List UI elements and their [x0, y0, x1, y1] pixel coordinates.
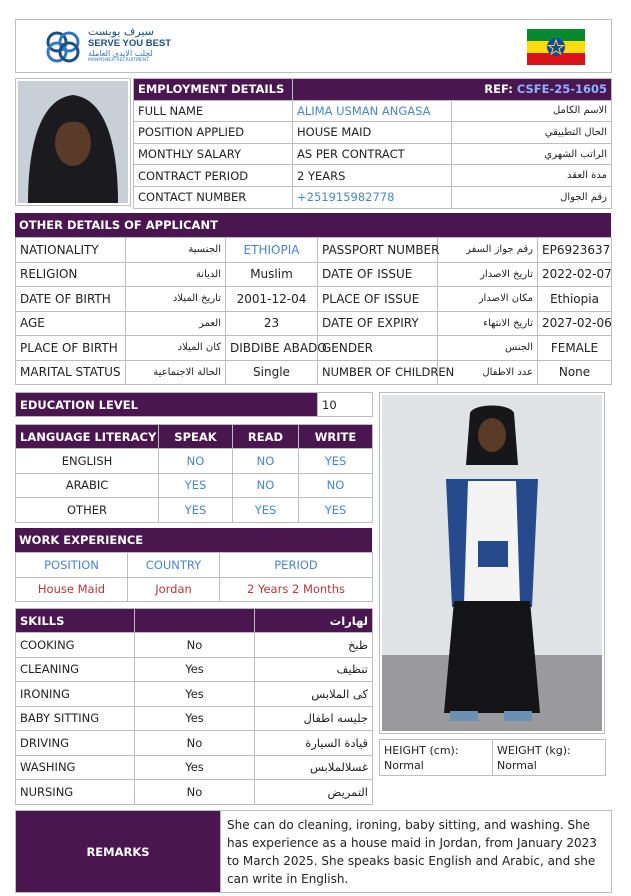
- measurements: [379, 739, 605, 776]
- marital-status-arabic: الحالة الاجتماعية: [126, 360, 226, 385]
- skill-value: Yes: [135, 755, 255, 780]
- education-level: [15, 392, 372, 416]
- agency-logo: [44, 29, 84, 65]
- contact-number-label: CONTACT NUMBER: [134, 186, 293, 208]
- language-literacy-header: LANGUAGE LITERACY: [16, 425, 159, 449]
- birth-date-label: DATE OF BIRTH: [16, 287, 126, 312]
- salary-label: MONTHLY SALARY: [134, 143, 293, 165]
- religion-label: RELIGION: [16, 262, 126, 287]
- write-value: NO: [299, 473, 373, 498]
- logo-mark-icon: [44, 29, 84, 65]
- country-header: COUNTRY: [128, 553, 220, 578]
- skills-header-spacer: [135, 609, 255, 633]
- full-name-label: FULL NAME: [134, 100, 293, 122]
- flag-icon: [527, 29, 585, 65]
- gender-value: FEMALE: [538, 336, 612, 361]
- skill-value: Yes: [135, 682, 255, 707]
- weight-label: WEIGHT (kg):: [497, 744, 571, 757]
- language-literacy-section: [15, 424, 372, 523]
- expiry-date-value: 2027-02-06: [538, 311, 612, 336]
- speak-value: YES: [159, 473, 233, 498]
- logo-arabic-name: سيرف يوبست: [88, 25, 154, 38]
- language-name: ARABIC: [16, 473, 159, 498]
- work-experience-title: WORK EXPERIENCE: [15, 528, 372, 552]
- age-arabic: العمر: [126, 311, 226, 336]
- table-row: [16, 577, 373, 602]
- other-details-title: OTHER DETAILS OF APPLICANT: [15, 213, 611, 237]
- skill-arabic: جليسه اطفال: [255, 706, 373, 731]
- skill-arabic: التمريض: [255, 780, 373, 805]
- write-value: YES: [299, 498, 373, 523]
- education-level-value: 10: [318, 393, 373, 417]
- table-row: [16, 287, 612, 312]
- passport-arabic: رقم جواز السفر: [438, 238, 538, 263]
- skill-arabic: غسلالملابس: [255, 755, 373, 780]
- full-length-photo: [379, 392, 605, 734]
- expiry-date-label: DATE OF EXPIRY: [318, 311, 438, 336]
- height-label: HEIGHT (cm):: [384, 744, 459, 757]
- skill-value: No: [135, 633, 255, 658]
- applicant-portrait: [15, 78, 131, 206]
- marital-status-label: MARITAL STATUS: [16, 360, 126, 385]
- skill-name: CLEANING: [16, 657, 135, 682]
- skill-arabic: كى الملابس: [255, 682, 373, 707]
- nationality-value: ETHIOPIA: [226, 238, 318, 263]
- issue-place-label: PLACE OF ISSUE: [318, 287, 438, 312]
- table-row: [134, 100, 612, 122]
- birth-place-label: PLACE OF BIRTH: [16, 336, 126, 361]
- marital-status-value: Single: [226, 360, 318, 385]
- remarks-label: REMARKS: [16, 811, 221, 893]
- nationality-arabic: الجنسية: [126, 238, 226, 263]
- skill-name: IRONING: [16, 682, 135, 707]
- ethiopia-flag: [527, 29, 585, 65]
- salary-arabic: الراتب الشهري: [452, 143, 612, 165]
- table-row: [134, 165, 612, 187]
- issue-date-label: DATE OF ISSUE: [318, 262, 438, 287]
- age-label: AGE: [16, 311, 126, 336]
- write-value: YES: [299, 449, 373, 474]
- table-row: [16, 755, 373, 780]
- full-name-value: ALIMA USMAN ANGASA: [293, 100, 452, 122]
- position-header: POSITION: [16, 553, 128, 578]
- remarks-text: She can do cleaning, ironing, baby sitting, and washing. She has experience as a house maid in Jordan, from January 2023 to March 2025. She speaks basic English and Arabic, and she can write in English.: [221, 811, 612, 893]
- reference-number: [293, 79, 612, 101]
- skills-arabic-title: لهارات: [255, 609, 373, 633]
- birth-date-value: 2001-12-04: [226, 287, 318, 312]
- language-name: OTHER: [16, 498, 159, 523]
- table-row: [16, 311, 612, 336]
- issue-place-arabic: مكان الاصدار: [438, 287, 538, 312]
- work-period: 2 Years 2 Months: [220, 577, 373, 602]
- birth-date-arabic: تاريخ الميلاد: [126, 287, 226, 312]
- contact-number-arabic: رقم الجوال: [452, 186, 612, 208]
- table-row: [16, 238, 612, 263]
- table-row: [16, 336, 612, 361]
- work-experience-section: [15, 528, 372, 602]
- logo-tagline: MANPOWER RECRUITMENT: [88, 57, 149, 63]
- work-position: House Maid: [16, 577, 128, 602]
- skill-value: Yes: [135, 706, 255, 731]
- children-label: NUMBER OF CHILDREN: [318, 360, 438, 385]
- gender-arabic: الجنس: [438, 336, 538, 361]
- standing-photo: [382, 395, 602, 731]
- full-name-arabic: الاسم الكامل: [452, 100, 612, 122]
- passport-label: PASSPORT NUMBER: [318, 238, 438, 263]
- table-row: [16, 706, 373, 731]
- issue-date-value: 2022-02-07: [538, 262, 612, 287]
- issue-place-value: Ethiopia: [538, 287, 612, 312]
- other-details-section: [15, 213, 611, 385]
- skill-arabic: طبخ: [255, 633, 373, 658]
- table-row: [16, 780, 373, 805]
- skills-section: [15, 608, 372, 805]
- skill-value: No: [135, 780, 255, 805]
- table-row: [16, 682, 373, 707]
- ref-value: CSFE-25-1605: [516, 82, 608, 97]
- education-level-label: EDUCATION LEVEL: [16, 393, 318, 417]
- issue-date-arabic: تاريخ الاصدار: [438, 262, 538, 287]
- age-value: 23: [226, 311, 318, 336]
- table-row: [134, 122, 612, 144]
- contract-period-label: CONTRACT PERIOD: [134, 165, 293, 187]
- skill-name: DRIVING: [16, 731, 135, 756]
- contact-number-value: +251915982778: [293, 186, 452, 208]
- expiry-date-arabic: تاريخ الانتهاء: [438, 311, 538, 336]
- children-value: None: [538, 360, 612, 385]
- salary-value: AS PER CONTRACT: [293, 143, 452, 165]
- table-row: [16, 360, 612, 385]
- children-arabic: عدد الاطفال: [438, 360, 538, 385]
- passport-value: EP6923637: [538, 238, 612, 263]
- skill-value: Yes: [135, 657, 255, 682]
- table-row: [16, 633, 373, 658]
- language-name: ENGLISH: [16, 449, 159, 474]
- skill-arabic: تنظيف: [255, 657, 373, 682]
- table-row: [16, 473, 373, 498]
- religion-arabic: الديانة: [126, 262, 226, 287]
- work-country: Jordan: [128, 577, 220, 602]
- remarks-section: [15, 810, 611, 892]
- gender-label: GENDER: [318, 336, 438, 361]
- position-label: POSITION APPLIED: [134, 122, 293, 144]
- table-row: [16, 262, 612, 287]
- speak-header: SPEAK: [159, 425, 233, 449]
- skill-name: WASHING: [16, 755, 135, 780]
- contract-period-value: 2 YEARS: [293, 165, 452, 187]
- letterhead: [15, 19, 612, 73]
- weight-value: Normal: [497, 759, 537, 773]
- skill-name: COOKING: [16, 633, 135, 658]
- read-value: NO: [233, 449, 299, 474]
- table-row: [134, 186, 612, 208]
- ref-label: REF:: [484, 82, 513, 97]
- table-row: [16, 657, 373, 682]
- birth-place-value: DIBDIBE ABADO: [226, 336, 318, 361]
- skills-title: SKILLS: [16, 609, 135, 633]
- contract-period-arabic: مدة العقد: [452, 165, 612, 187]
- speak-value: YES: [159, 498, 233, 523]
- table-row: [16, 449, 373, 474]
- nationality-label: NATIONALITY: [16, 238, 126, 263]
- table-row: [16, 498, 373, 523]
- employment-details-section: [133, 78, 611, 209]
- period-header: PERIOD: [220, 553, 373, 578]
- read-value: YES: [233, 498, 299, 523]
- speak-value: NO: [159, 449, 233, 474]
- birth-place-arabic: كان الميلاد: [126, 336, 226, 361]
- logo-arabic-subtitle: لجلب الايدي العاملة: [88, 48, 153, 58]
- employment-details-title: EMPLOYMENT DETAILS: [134, 79, 293, 101]
- skill-arabic: قيادة السيارة: [255, 731, 373, 756]
- skill-value: No: [135, 731, 255, 756]
- religion-value: Muslim: [226, 262, 318, 287]
- skill-name: BABY SITTING: [16, 706, 135, 731]
- logo-name: SERVE YOU BEST: [88, 38, 172, 49]
- read-header: READ: [233, 425, 299, 449]
- write-header: WRITE: [299, 425, 373, 449]
- portrait-photo: [18, 81, 128, 203]
- table-row: [134, 143, 612, 165]
- table-row: [16, 731, 373, 756]
- position-value: HOUSE MAID: [293, 122, 452, 144]
- height-value: Normal: [384, 759, 424, 773]
- read-value: NO: [233, 473, 299, 498]
- position-arabic: الحال التطبيقي: [452, 122, 612, 144]
- skill-name: NURSING: [16, 780, 135, 805]
